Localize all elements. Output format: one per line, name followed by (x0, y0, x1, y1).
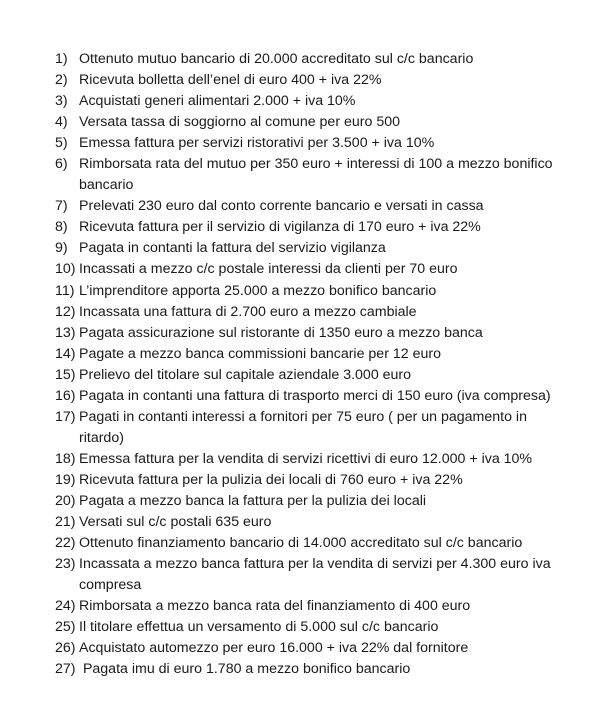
item-number: 22) (55, 535, 76, 552)
item-text: Emessa fattura per la vendita di servizi ricettivi di euro 12.000 + iva 10% (79, 450, 533, 467)
list-item (55, 449, 553, 470)
item-number: 20) (55, 492, 76, 509)
list-item (55, 365, 553, 386)
list-item (55, 259, 553, 280)
list-item (55, 70, 553, 91)
list-item (55, 238, 553, 259)
item-text: Versata tassa di soggiorno al comune per euro 500 (79, 114, 400, 131)
item-text: Pagate a mezzo banca commissioni bancarie per 12 euro (79, 345, 441, 362)
list-item (55, 554, 553, 596)
list-item (55, 533, 553, 554)
item-number: 4) (55, 114, 68, 131)
list-item (55, 596, 553, 617)
item-text-continuation: bancario (79, 177, 134, 194)
item-number: 12) (55, 303, 76, 320)
list-item (55, 638, 553, 659)
item-text: Incassati a mezzo c/c postale interessi da clienti per 70 euro (79, 261, 458, 278)
list-item (55, 491, 553, 512)
item-text-continuation: compresa (79, 577, 142, 594)
item-number: 25) (55, 619, 76, 636)
item-number: 8) (55, 219, 68, 236)
list-item (55, 196, 553, 217)
item-text: Ottenuto finanziamento bancario di 14.000 accreditato sul c/c bancario (79, 535, 523, 552)
item-text: Prelievo del titolare sul capitale aziendale 3.000 euro (79, 366, 412, 383)
list-item (55, 281, 553, 302)
item-text: Acquistato automezzo per euro 16.000 + iva 22% dal fornitore (79, 640, 469, 657)
item-text: Pagata in contanti la fattura del servizio vigilanza (79, 240, 386, 257)
item-number: 7) (55, 198, 68, 215)
item-text: Pagata imu di euro 1.780 a mezzo bonifico bancario (79, 661, 411, 678)
list-item (55, 154, 553, 196)
list-item (55, 386, 553, 407)
list-item (55, 470, 553, 491)
list-item (55, 112, 553, 133)
item-number: 17) (55, 408, 76, 425)
item-number: 27) (55, 661, 76, 678)
item-number: 18) (55, 450, 76, 467)
item-number: 1) (55, 51, 68, 67)
item-number: 2) (55, 72, 68, 89)
list-item (55, 512, 553, 533)
item-number: 3) (55, 93, 68, 110)
item-number: 26) (55, 640, 76, 657)
item-number: 6) (55, 156, 68, 173)
item-number: 21) (55, 514, 76, 531)
item-text: Incassata una fattura di 2.700 euro a mezzo cambiale (79, 303, 417, 320)
list-item (55, 617, 553, 638)
item-text: Prelevati 230 euro dal conto corrente bancario e versati in cassa (79, 198, 484, 215)
list-item (55, 407, 553, 449)
item-number: 9) (55, 240, 68, 257)
item-text: Pagati in contanti interessi a fornitori per 75 euro ( per un pagamento in (79, 408, 527, 425)
list-item (55, 323, 553, 344)
item-text: Rimborsata rata del mutuo per 350 euro + interessi di 100 a mezzo bonifico (79, 156, 553, 173)
item-number: 13) (55, 324, 76, 341)
item-number: 24) (55, 598, 76, 615)
item-text: Ricevuta bolletta dell’enel di euro 400 + iva 22% (79, 72, 382, 89)
item-text: L’imprenditore apporta 25.000 a mezzo bonifico bancario (79, 282, 437, 299)
item-number: 14) (55, 345, 76, 362)
item-text: Ottenuto mutuo bancario di 20.000 accreditato sul c/c bancario (79, 51, 474, 67)
item-text: Acquistati generi alimentari 2.000 + iva 10% (79, 93, 356, 110)
list-item (55, 91, 553, 112)
item-number: 19) (55, 471, 76, 488)
item-text: Incassata a mezzo banca fattura per la vendita di servizi per 4.300 euro iva (79, 556, 551, 573)
list-item (55, 49, 553, 70)
item-text: Pagata in contanti una fattura di trasporto merci di 150 euro (iva compresa) (79, 387, 551, 404)
item-text: Ricevuta fattura per il servizio di vigilanza di 170 euro + iva 22% (79, 219, 481, 236)
item-text: Pagata assicurazione sul ristorante di 1350 euro a mezzo banca (79, 324, 483, 341)
item-text: Rimborsata a mezzo banca rata del finanziamento di 400 euro (79, 598, 471, 615)
item-text: Pagata a mezzo banca la fattura per la pulizia dei locali (79, 492, 427, 509)
transaction-list (55, 49, 553, 680)
item-number: 10) (55, 261, 76, 278)
item-number: 15) (55, 366, 76, 383)
item-text: Versati sul c/c postali 635 euro (79, 514, 272, 531)
item-number: 11) (55, 282, 75, 299)
item-number: 16) (55, 387, 76, 404)
list-item (55, 302, 553, 323)
list-item (55, 133, 553, 154)
item-text: Emessa fattura per servizi ristorativi per 3.500 + iva 10% (79, 135, 435, 152)
item-number: 23) (55, 556, 76, 573)
list-item (55, 217, 553, 238)
item-text: Ricevuta fattura per la pulizia dei locali di 760 euro + iva 22% (79, 471, 463, 488)
list-item (55, 344, 553, 365)
item-text: Il titolare effettua un versamento di 5.000 sul c/c bancario (79, 619, 439, 636)
list-item (55, 659, 553, 680)
item-number: 5) (55, 135, 68, 152)
item-text-continuation: ritardo) (79, 429, 124, 446)
